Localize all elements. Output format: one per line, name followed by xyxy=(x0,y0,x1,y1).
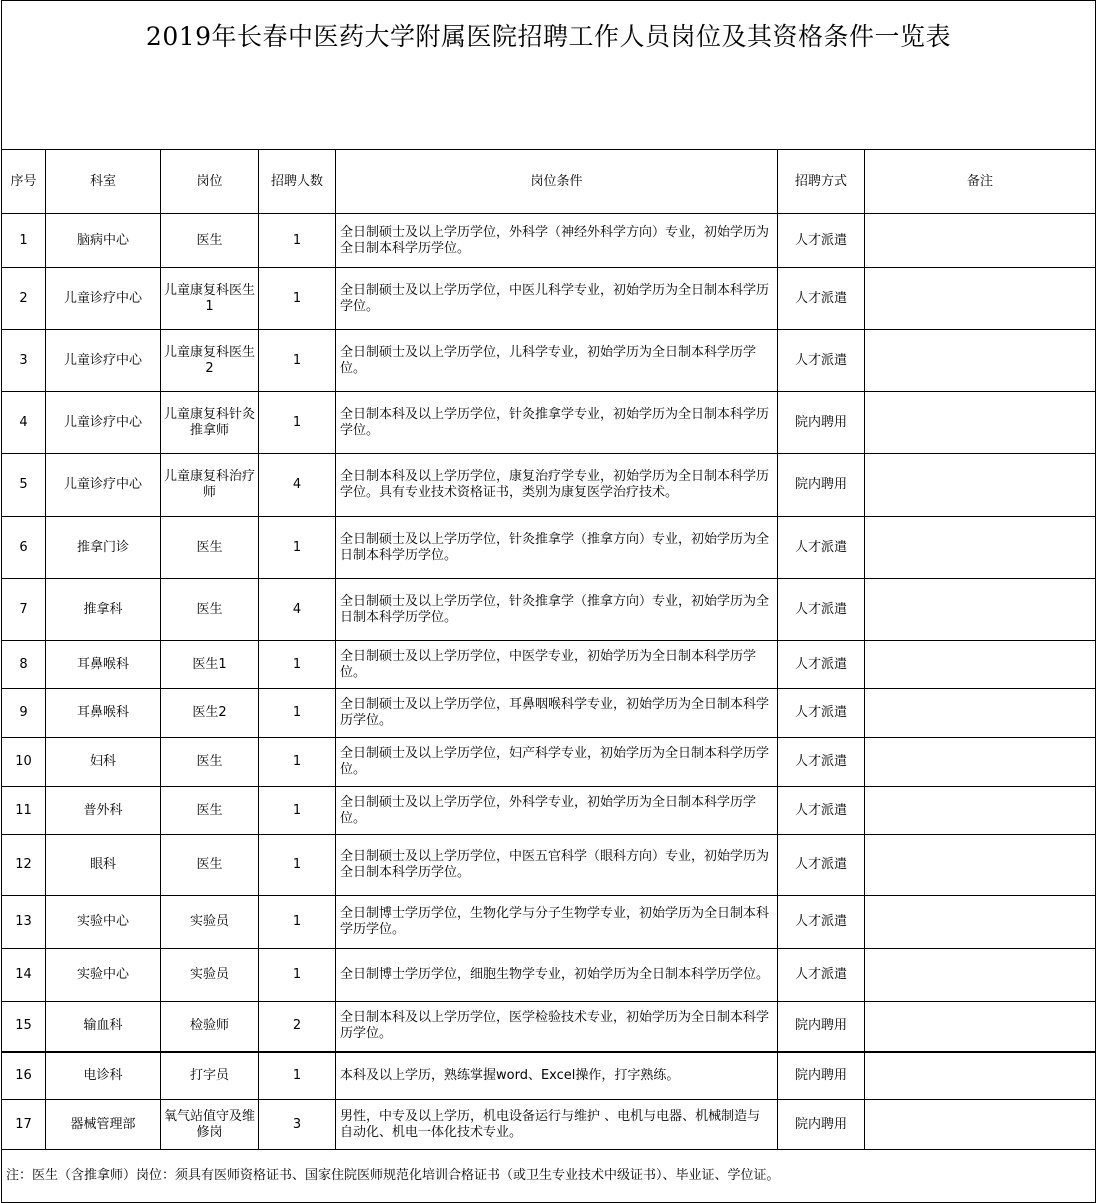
cell-remarks xyxy=(865,835,1096,896)
cell-method: 人才派遣 xyxy=(778,330,865,392)
cell-department: 电诊科 xyxy=(46,1052,161,1100)
cell-index: 9 xyxy=(2,689,46,738)
cell-method: 院内聘用 xyxy=(778,392,865,454)
cell-remarks xyxy=(865,689,1096,738)
cell-index: 17 xyxy=(2,1100,46,1150)
cell-department: 器械管理部 xyxy=(46,1100,161,1150)
header-requirements: 岗位条件 xyxy=(336,150,778,214)
cell-index: 10 xyxy=(2,738,46,787)
title-row xyxy=(2,1,1096,150)
cell-position: 医生2 xyxy=(161,689,259,738)
cell-department: 推拿科 xyxy=(46,579,161,641)
cell-department: 妇科 xyxy=(46,738,161,787)
cell-remarks xyxy=(865,738,1096,787)
cell-index: 13 xyxy=(2,896,46,949)
cell-count: 1 xyxy=(259,268,336,330)
cell-count: 1 xyxy=(259,330,336,392)
cell-department: 实验中心 xyxy=(46,896,161,949)
cell-remarks xyxy=(865,517,1096,579)
cell-count: 1 xyxy=(259,214,336,268)
cell-department: 耳鼻喉科 xyxy=(46,641,161,689)
cell-count: 1 xyxy=(259,787,336,835)
cell-requirements: 全日制硕士及以上学历学位，针灸推拿学（推拿方向）专业，初始学历为全日制本科学历学位。 xyxy=(336,517,778,579)
table-row xyxy=(2,641,1096,689)
cell-remarks xyxy=(865,896,1096,949)
cell-method: 人才派遣 xyxy=(778,949,865,1002)
cell-remarks xyxy=(865,1002,1096,1052)
cell-count: 1 xyxy=(259,896,336,949)
table-row xyxy=(2,454,1096,517)
table-row xyxy=(2,1052,1096,1100)
cell-position: 氧气站值守及维修岗 xyxy=(161,1100,259,1150)
cell-index: 4 xyxy=(2,392,46,454)
cell-department: 实验中心 xyxy=(46,949,161,1002)
cell-method: 人才派遣 xyxy=(778,579,865,641)
table-row xyxy=(2,392,1096,454)
cell-method: 人才派遣 xyxy=(778,641,865,689)
cell-requirements: 全日制本科及以上学历学位，医学检验技术专业，初始学历为全日制本科学历学位。 xyxy=(336,1002,778,1052)
cell-department: 耳鼻喉科 xyxy=(46,689,161,738)
cell-remarks xyxy=(865,787,1096,835)
cell-count: 1 xyxy=(259,738,336,787)
cell-position: 儿童康复科治疗师 xyxy=(161,454,259,517)
cell-remarks xyxy=(865,949,1096,1002)
cell-index: 3 xyxy=(2,330,46,392)
cell-department: 儿童诊疗中心 xyxy=(46,392,161,454)
cell-index: 15 xyxy=(2,1002,46,1052)
cell-requirements: 本科及以上学历，熟练掌握word、Excel操作，打字熟练。 xyxy=(336,1052,778,1100)
cell-department: 输血科 xyxy=(46,1002,161,1052)
cell-index: 7 xyxy=(2,579,46,641)
cell-count: 4 xyxy=(259,454,336,517)
cell-count: 3 xyxy=(259,1100,336,1150)
cell-requirements: 全日制博士学历学位，细胞生物学专业，初始学历为全日制本科学历学位。 xyxy=(336,949,778,1002)
cell-method: 人才派遣 xyxy=(778,214,865,268)
header-index: 序号 xyxy=(2,150,46,214)
cell-count: 2 xyxy=(259,1002,336,1052)
header-position: 岗位 xyxy=(161,150,259,214)
cell-count: 1 xyxy=(259,392,336,454)
footnote: 注：医生（含推拿师）岗位：须具有医师资格证书、国家住院医师规范化培训合格证书（或卫生专业技术中级证书）、毕业证、学位证。 xyxy=(2,1150,1096,1203)
table-row xyxy=(2,268,1096,330)
cell-position: 儿童康复科针灸推拿师 xyxy=(161,392,259,454)
header-row xyxy=(2,150,1096,214)
cell-position: 实验员 xyxy=(161,896,259,949)
cell-department: 儿童诊疗中心 xyxy=(46,268,161,330)
recruitment-table xyxy=(1,0,1096,1203)
cell-index: 1 xyxy=(2,214,46,268)
table-row xyxy=(2,738,1096,787)
cell-position: 医生 xyxy=(161,579,259,641)
cell-method: 人才派遣 xyxy=(778,517,865,579)
cell-department: 儿童诊疗中心 xyxy=(46,330,161,392)
header-method: 招聘方式 xyxy=(778,150,865,214)
cell-position: 儿童康复科医生1 xyxy=(161,268,259,330)
header-remarks: 备注 xyxy=(865,150,1096,214)
table-row xyxy=(2,896,1096,949)
page-title: 2019年长春中医药大学附属医院招聘工作人员岗位及其资格条件一览表 xyxy=(2,1,1096,150)
cell-count: 1 xyxy=(259,1052,336,1100)
cell-method: 人才派遣 xyxy=(778,787,865,835)
table-row xyxy=(2,689,1096,738)
cell-department: 普外科 xyxy=(46,787,161,835)
cell-requirements: 全日制硕士及以上学历学位，儿科学专业，初始学历为全日制本科学历学位。 xyxy=(336,330,778,392)
cell-method: 院内聘用 xyxy=(778,454,865,517)
cell-position: 医生 xyxy=(161,517,259,579)
cell-method: 人才派遣 xyxy=(778,689,865,738)
table-row xyxy=(2,835,1096,896)
cell-position: 医生 xyxy=(161,214,259,268)
cell-department: 儿童诊疗中心 xyxy=(46,454,161,517)
table-row xyxy=(2,1100,1096,1150)
cell-position: 打字员 xyxy=(161,1052,259,1100)
cell-method: 人才派遣 xyxy=(778,896,865,949)
cell-index: 5 xyxy=(2,454,46,517)
cell-method: 院内聘用 xyxy=(778,1002,865,1052)
cell-department: 推拿门诊 xyxy=(46,517,161,579)
cell-count: 1 xyxy=(259,949,336,1002)
cell-requirements: 全日制硕士及以上学历学位，中医五官科学（眼科方向）专业，初始学历为全日制本科学历学位。 xyxy=(336,835,778,896)
cell-method: 人才派遣 xyxy=(778,268,865,330)
table-row xyxy=(2,214,1096,268)
cell-index: 6 xyxy=(2,517,46,579)
cell-requirements: 全日制本科及以上学历学位，康复治疗学专业，初始学历为全日制本科学历学位。具有专业技术资格证书，类别为康复医学治疗技术。 xyxy=(336,454,778,517)
cell-remarks xyxy=(865,1052,1096,1100)
cell-count: 1 xyxy=(259,641,336,689)
cell-requirements: 全日制本科及以上学历学位，针灸推拿学专业，初始学历为全日制本科学历学位。 xyxy=(336,392,778,454)
cell-position: 实验员 xyxy=(161,949,259,1002)
header-department: 科室 xyxy=(46,150,161,214)
cell-count: 4 xyxy=(259,579,336,641)
cell-remarks xyxy=(865,330,1096,392)
cell-index: 2 xyxy=(2,268,46,330)
cell-remarks xyxy=(865,579,1096,641)
note-row xyxy=(2,1150,1096,1203)
cell-method: 人才派遣 xyxy=(778,738,865,787)
cell-remarks xyxy=(865,641,1096,689)
cell-remarks xyxy=(865,214,1096,268)
cell-requirements: 全日制硕士及以上学历学位，外科学专业，初始学历为全日制本科学历学位。 xyxy=(336,787,778,835)
cell-requirements: 男性，中专及以上学历，机电设备运行与维护 、电机与电器、机械制造与自动化、机电一体化技术专业。 xyxy=(336,1100,778,1150)
cell-method: 人才派遣 xyxy=(778,835,865,896)
cell-index: 14 xyxy=(2,949,46,1002)
cell-position: 儿童康复科医生2 xyxy=(161,330,259,392)
header-count: 招聘人数 xyxy=(259,150,336,214)
table-row xyxy=(2,517,1096,579)
cell-count: 1 xyxy=(259,689,336,738)
table-row xyxy=(2,787,1096,835)
cell-index: 8 xyxy=(2,641,46,689)
cell-requirements: 全日制硕士及以上学历学位，中医学专业，初始学历为全日制本科学历学位。 xyxy=(336,641,778,689)
cell-index: 11 xyxy=(2,787,46,835)
cell-position: 检验师 xyxy=(161,1002,259,1052)
cell-requirements: 全日制博士学历学位，生物化学与分子生物学专业，初始学历为全日制本科学历学位。 xyxy=(336,896,778,949)
cell-remarks xyxy=(865,392,1096,454)
table-row xyxy=(2,949,1096,1002)
cell-method: 院内聘用 xyxy=(778,1100,865,1150)
cell-index: 12 xyxy=(2,835,46,896)
cell-position: 医生 xyxy=(161,787,259,835)
cell-remarks xyxy=(865,1100,1096,1150)
cell-position: 医生 xyxy=(161,738,259,787)
cell-requirements: 全日制硕士及以上学历学位，针灸推拿学（推拿方向）专业，初始学历为全日制本科学历学位。 xyxy=(336,579,778,641)
cell-requirements: 全日制硕士及以上学历学位，妇产科学专业，初始学历为全日制本科学历学位。 xyxy=(336,738,778,787)
table-row xyxy=(2,330,1096,392)
cell-remarks xyxy=(865,268,1096,330)
cell-requirements: 全日制硕士及以上学历学位，中医儿科学专业，初始学历为全日制本科学历学位。 xyxy=(336,268,778,330)
cell-count: 1 xyxy=(259,517,336,579)
cell-index: 16 xyxy=(2,1052,46,1100)
cell-method: 院内聘用 xyxy=(778,1052,865,1100)
cell-count: 1 xyxy=(259,835,336,896)
cell-requirements: 全日制硕士及以上学历学位，耳鼻咽喉科学专业，初始学历为全日制本科学历学位。 xyxy=(336,689,778,738)
table-row xyxy=(2,579,1096,641)
table-row xyxy=(2,1002,1096,1052)
cell-department: 眼科 xyxy=(46,835,161,896)
cell-position: 医生1 xyxy=(161,641,259,689)
cell-requirements: 全日制硕士及以上学历学位，外科学（神经外科学方向）专业，初始学历为全日制本科学历学位。 xyxy=(336,214,778,268)
cell-remarks xyxy=(865,454,1096,517)
cell-position: 医生 xyxy=(161,835,259,896)
cell-department: 脑病中心 xyxy=(46,214,161,268)
